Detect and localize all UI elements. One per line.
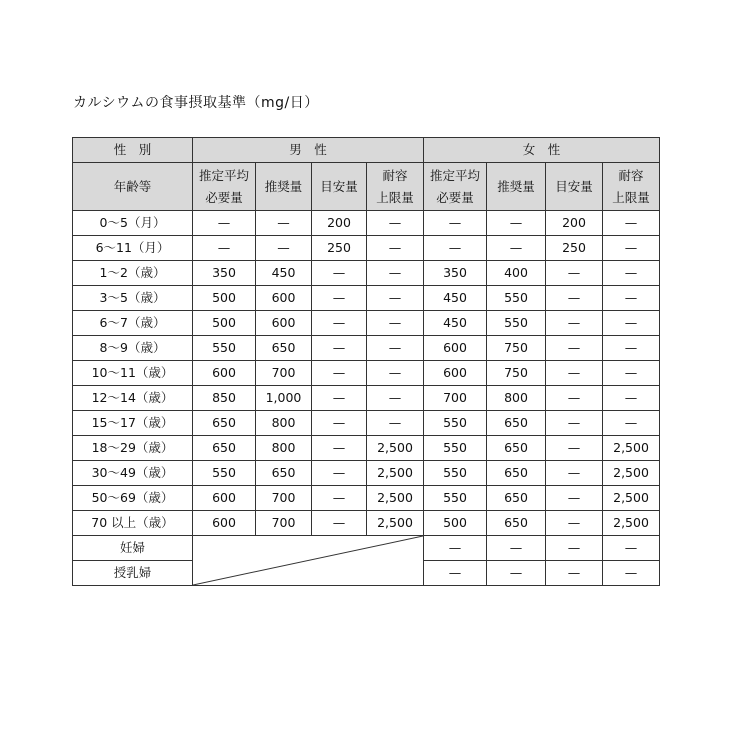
male-value-cell: 500: [193, 311, 256, 336]
male-col-ear: 推定平均 必要量: [193, 163, 256, 211]
female-value-cell: 750: [487, 336, 546, 361]
female-value-cell: 750: [487, 361, 546, 386]
male-value-cell: 550: [193, 336, 256, 361]
female-value-cell: —: [424, 211, 487, 236]
male-value-cell: —: [367, 261, 424, 286]
female-value-cell: —: [603, 211, 660, 236]
calcium-intake-table-container: [72, 137, 659, 583]
female-value-cell: 650: [487, 511, 546, 536]
female-value-cell: —: [603, 561, 660, 586]
male-value-cell: —: [367, 236, 424, 261]
table-row-special: [73, 536, 660, 561]
female-value-cell: —: [603, 386, 660, 411]
female-value-cell: —: [546, 411, 603, 436]
table-row: [73, 511, 660, 536]
male-value-cell: —: [312, 361, 367, 386]
table-row: [73, 461, 660, 486]
male-value-cell: —: [312, 336, 367, 361]
special-group-cell: 妊婦: [73, 536, 193, 561]
female-value-cell: 400: [487, 261, 546, 286]
age-group-cell: 30～49（歳）: [73, 461, 193, 486]
male-value-cell: 450: [256, 261, 312, 286]
male-value-cell: 250: [312, 236, 367, 261]
table-row: [73, 411, 660, 436]
male-header: 男 性: [193, 138, 424, 163]
female-value-cell: 650: [487, 486, 546, 511]
male-value-cell: —: [193, 211, 256, 236]
female-value-cell: 650: [487, 461, 546, 486]
table-row: [73, 436, 660, 461]
female-value-cell: —: [546, 361, 603, 386]
male-value-cell: 2,500: [367, 511, 424, 536]
male-value-cell: —: [312, 461, 367, 486]
table-row: [73, 486, 660, 511]
female-value-cell: 450: [424, 286, 487, 311]
female-value-cell: —: [546, 561, 603, 586]
female-value-cell: —: [424, 561, 487, 586]
male-value-cell: 600: [256, 311, 312, 336]
female-value-cell: 600: [424, 361, 487, 386]
male-value-cell: 850: [193, 386, 256, 411]
special-group-cell: 授乳婦: [73, 561, 193, 586]
male-value-cell: —: [312, 261, 367, 286]
female-value-cell: 550: [424, 461, 487, 486]
header-row-columns: [73, 163, 660, 211]
age-group-cell: 0～5（月）: [73, 211, 193, 236]
female-value-cell: 550: [424, 486, 487, 511]
male-value-cell: 700: [256, 361, 312, 386]
female-value-cell: —: [603, 536, 660, 561]
male-value-cell: 2,500: [367, 486, 424, 511]
female-value-cell: 2,500: [603, 486, 660, 511]
female-value-cell: —: [546, 336, 603, 361]
male-value-cell: 600: [193, 361, 256, 386]
female-value-cell: 250: [546, 236, 603, 261]
male-value-cell: —: [367, 311, 424, 336]
age-group-cell: 70 以上（歳）: [73, 511, 193, 536]
female-value-cell: 2,500: [603, 461, 660, 486]
male-value-cell: 650: [256, 336, 312, 361]
male-value-cell: —: [312, 411, 367, 436]
female-value-cell: —: [603, 336, 660, 361]
female-value-cell: 550: [424, 436, 487, 461]
male-value-cell: 2,500: [367, 461, 424, 486]
male-value-cell: —: [256, 236, 312, 261]
male-value-cell: 800: [256, 436, 312, 461]
female-value-cell: —: [487, 236, 546, 261]
female-value-cell: —: [424, 536, 487, 561]
age-group-cell: 10～11（歳）: [73, 361, 193, 386]
male-value-cell: —: [256, 211, 312, 236]
female-value-cell: 600: [424, 336, 487, 361]
age-label-cell: 年齢等: [73, 163, 193, 211]
female-value-cell: 2,500: [603, 511, 660, 536]
female-value-cell: —: [603, 261, 660, 286]
female-value-cell: —: [546, 536, 603, 561]
male-col-ul: 耐容 上限量: [367, 163, 424, 211]
female-header: 女 性: [424, 138, 660, 163]
female-value-cell: —: [546, 436, 603, 461]
age-group-cell: 50～69（歳）: [73, 486, 193, 511]
male-value-cell: 700: [256, 511, 312, 536]
female-value-cell: 550: [424, 411, 487, 436]
female-col-ear: 推定平均 必要量: [424, 163, 487, 211]
female-value-cell: 650: [487, 411, 546, 436]
female-value-cell: 350: [424, 261, 487, 286]
male-value-cell: —: [312, 436, 367, 461]
male-value-cell: 650: [256, 461, 312, 486]
female-value-cell: 500: [424, 511, 487, 536]
male-value-cell: —: [367, 211, 424, 236]
female-value-cell: —: [424, 236, 487, 261]
female-value-cell: —: [546, 461, 603, 486]
male-value-cell: —: [193, 236, 256, 261]
table-row: [73, 261, 660, 286]
male-value-cell: —: [367, 411, 424, 436]
male-value-cell: 650: [193, 436, 256, 461]
male-value-cell: —: [367, 286, 424, 311]
age-group-cell: 6～7（歳）: [73, 311, 193, 336]
male-col-rda: 推奨量: [256, 163, 312, 211]
table-row: [73, 211, 660, 236]
female-value-cell: —: [603, 361, 660, 386]
diagonal-line: [193, 536, 423, 585]
table-title: カルシウムの食事摂取基準（mg/日）: [73, 95, 319, 111]
male-value-cell: —: [312, 286, 367, 311]
male-value-cell: —: [312, 311, 367, 336]
calcium-intake-table: [72, 137, 660, 586]
female-value-cell: 550: [487, 311, 546, 336]
female-value-cell: —: [546, 311, 603, 336]
female-col-ai: 目安量: [546, 163, 603, 211]
male-value-cell: —: [367, 336, 424, 361]
age-group-cell: 12～14（歳）: [73, 386, 193, 411]
female-value-cell: —: [487, 561, 546, 586]
male-value-cell: 200: [312, 211, 367, 236]
female-value-cell: —: [603, 286, 660, 311]
female-value-cell: —: [546, 511, 603, 536]
male-value-cell: —: [367, 361, 424, 386]
sex-label-cell: 性 別: [73, 138, 193, 163]
male-value-cell: 600: [193, 511, 256, 536]
table-row: [73, 311, 660, 336]
male-col-ai: 目安量: [312, 163, 367, 211]
table-row: [73, 236, 660, 261]
male-value-cell: 650: [193, 411, 256, 436]
age-group-cell: 6～11（月）: [73, 236, 193, 261]
male-value-cell: 1,000: [256, 386, 312, 411]
female-value-cell: —: [487, 536, 546, 561]
male-value-cell: 800: [256, 411, 312, 436]
age-group-cell: 8～9（歳）: [73, 336, 193, 361]
female-value-cell: 200: [546, 211, 603, 236]
male-value-cell: 350: [193, 261, 256, 286]
female-value-cell: —: [546, 286, 603, 311]
age-group-cell: 18～29（歳）: [73, 436, 193, 461]
age-group-cell: 15～17（歳）: [73, 411, 193, 436]
male-value-cell: 2,500: [367, 436, 424, 461]
header-row-sex: [73, 138, 660, 163]
female-value-cell: —: [603, 411, 660, 436]
table-row: [73, 386, 660, 411]
female-value-cell: —: [487, 211, 546, 236]
female-value-cell: —: [546, 486, 603, 511]
table-row: [73, 336, 660, 361]
male-value-cell: —: [367, 386, 424, 411]
female-value-cell: —: [603, 236, 660, 261]
table-row: [73, 286, 660, 311]
female-value-cell: —: [546, 386, 603, 411]
female-value-cell: 550: [487, 286, 546, 311]
female-value-cell: 2,500: [603, 436, 660, 461]
male-value-cell: 600: [193, 486, 256, 511]
female-col-ul: 耐容 上限量: [603, 163, 660, 211]
female-value-cell: —: [603, 311, 660, 336]
male-value-cell: —: [312, 486, 367, 511]
male-value-cell: —: [312, 386, 367, 411]
female-value-cell: 800: [487, 386, 546, 411]
table-row: [73, 361, 660, 386]
male-value-cell: —: [312, 511, 367, 536]
female-value-cell: 700: [424, 386, 487, 411]
male-value-cell: 550: [193, 461, 256, 486]
female-value-cell: 650: [487, 436, 546, 461]
age-group-cell: 1～2（歳）: [73, 261, 193, 286]
male-value-cell: 500: [193, 286, 256, 311]
male-value-cell: 600: [256, 286, 312, 311]
age-group-cell: 3～5（歳）: [73, 286, 193, 311]
male-value-cell: 700: [256, 486, 312, 511]
female-col-rda: 推奨量: [487, 163, 546, 211]
male-not-applicable-diagonal: [193, 536, 424, 586]
female-value-cell: —: [546, 261, 603, 286]
female-value-cell: 450: [424, 311, 487, 336]
